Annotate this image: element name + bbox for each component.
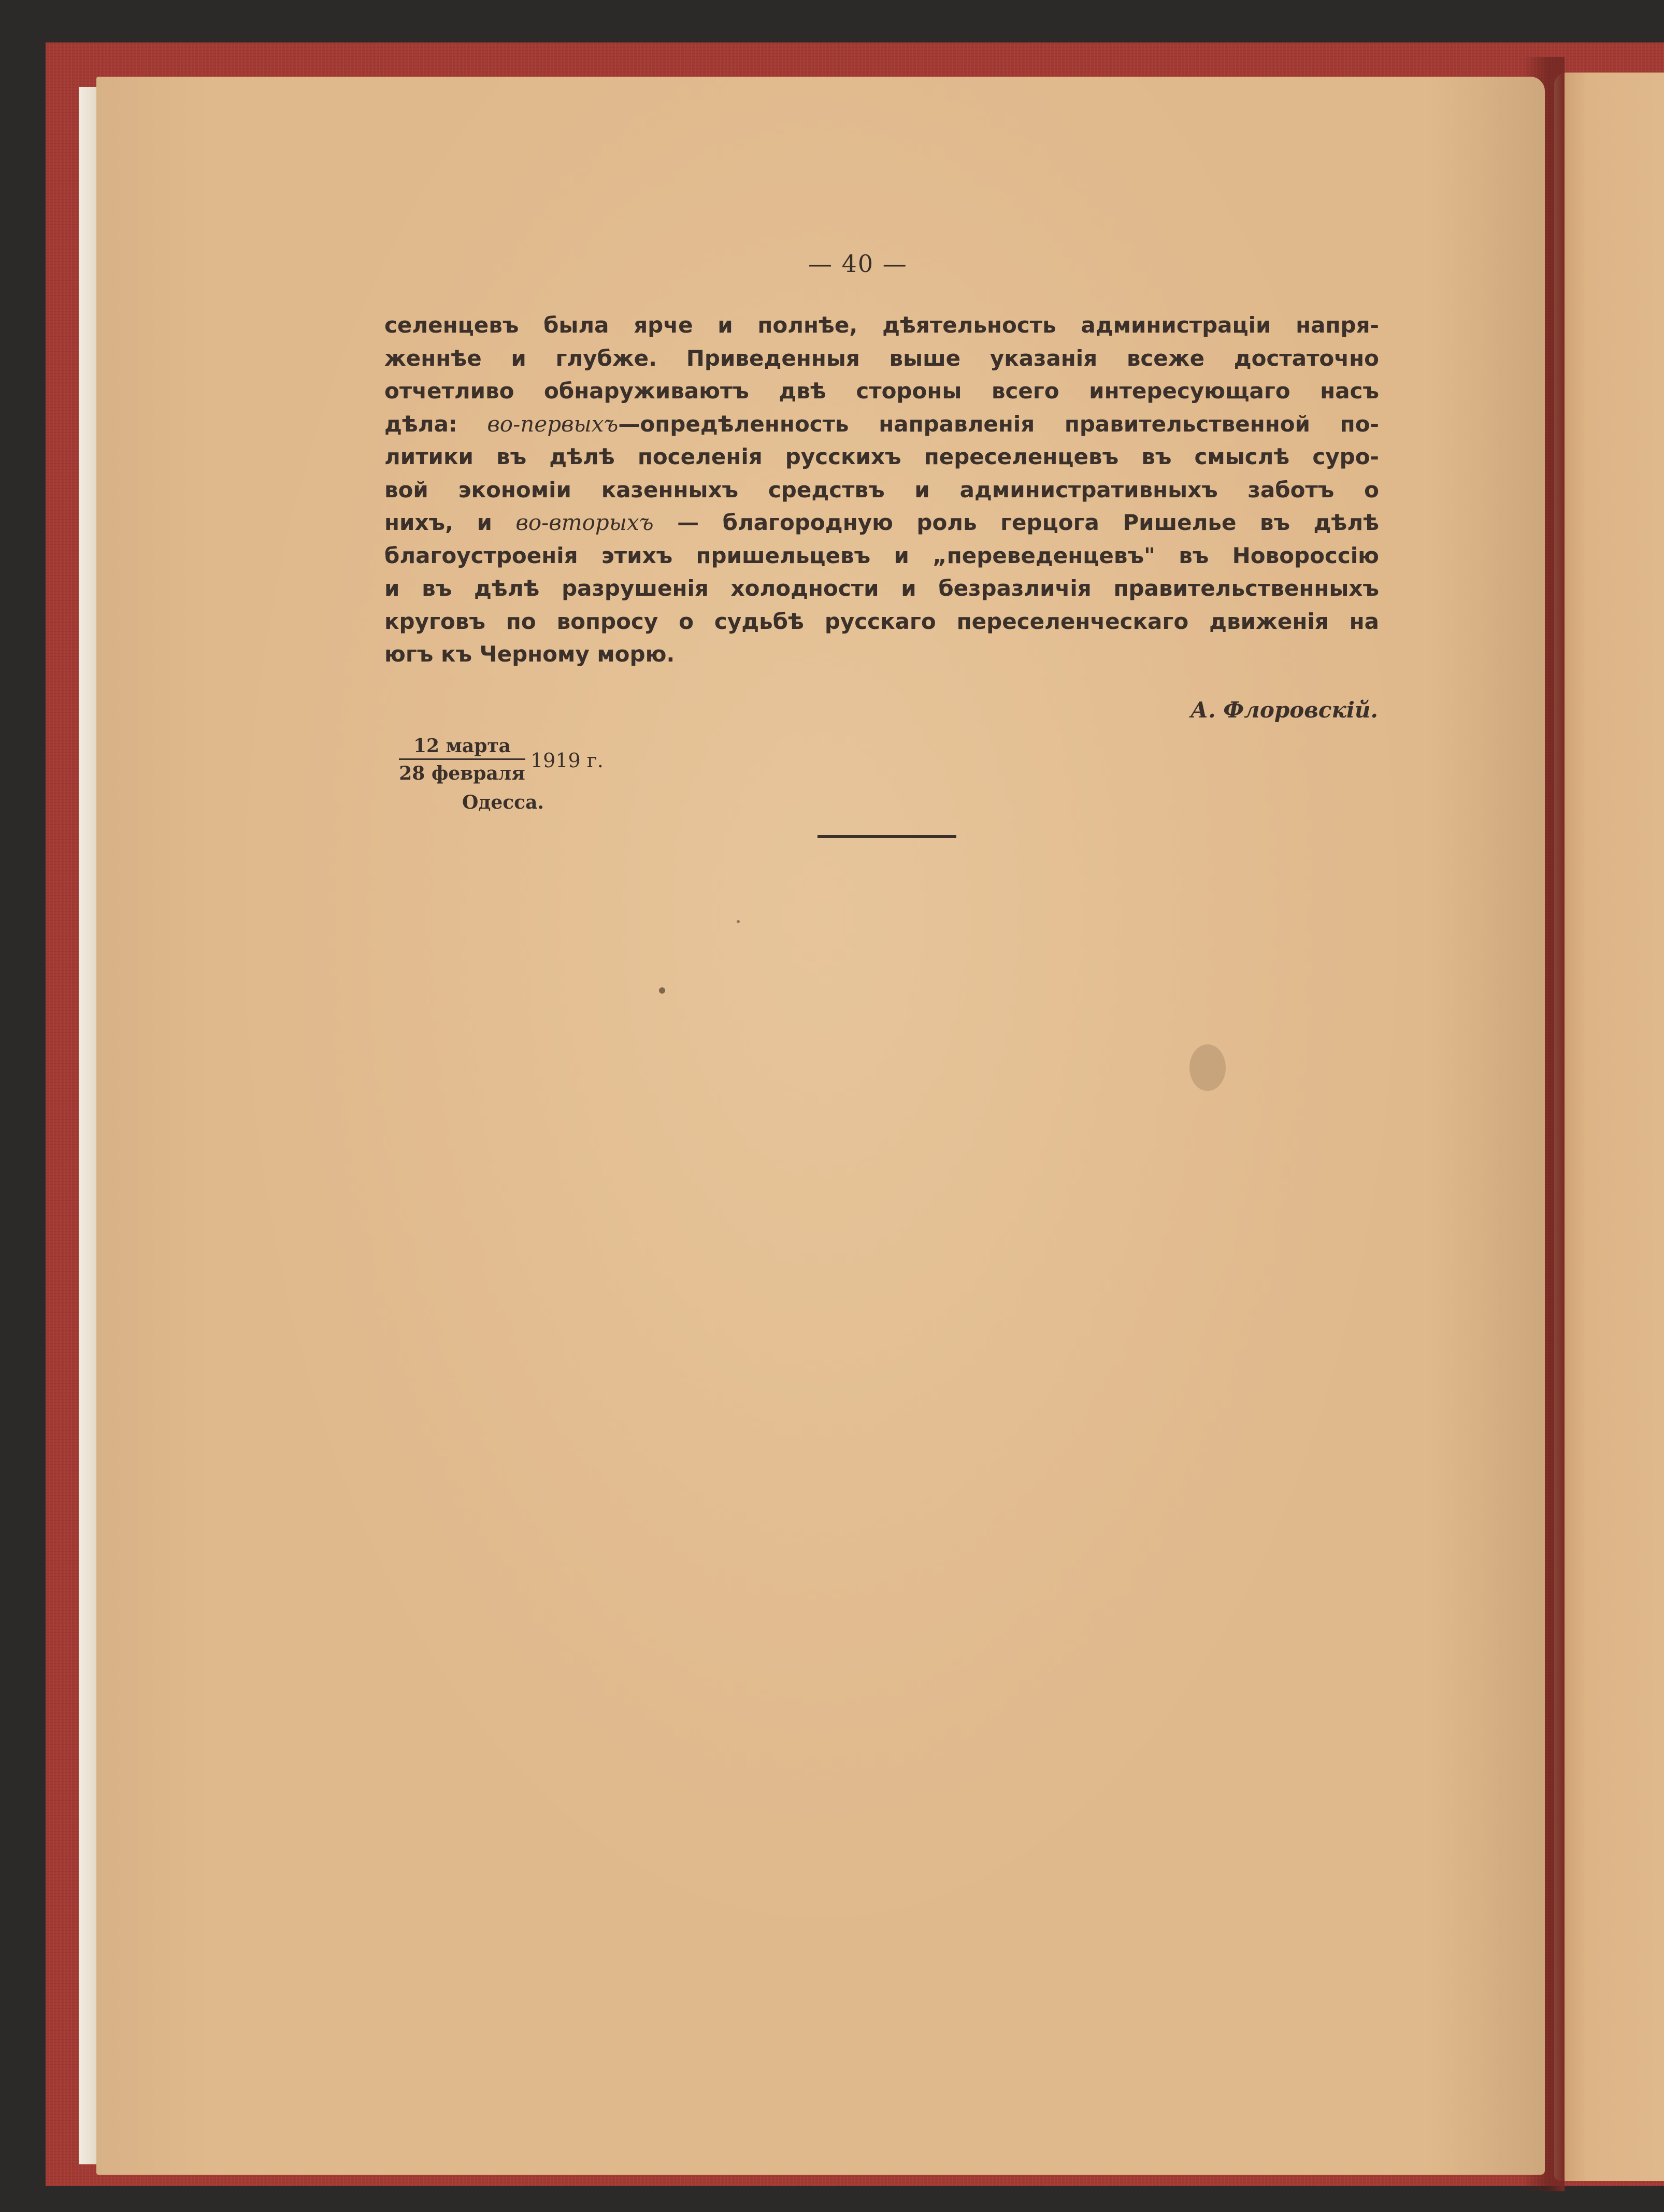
paper-speck	[659, 987, 665, 994]
date-fraction	[399, 735, 525, 785]
end-rule	[817, 835, 956, 838]
text-run: югъ къ Черному морю.	[384, 641, 675, 667]
text-run: литики въ дѣлѣ поселенія русскихъ переселенцевъ въ смыслѣ суро-	[384, 444, 1379, 469]
date-year: 1919 г.	[530, 749, 604, 772]
date-new-style: 12 марта	[413, 735, 511, 757]
text-run: отчетливо обнаруживаютъ двѣ стороны всего интересующаго насъ	[384, 378, 1379, 404]
author-signature: А. Флоровскій.	[1190, 697, 1378, 723]
paper-stain	[1189, 1044, 1226, 1091]
text-run: и въ дѣлѣ разрушенія холодности и безразличія правительственныхъ	[384, 576, 1379, 601]
text-run: селенцевъ была ярче и полнѣе, дѣятельность администраціи напря-	[384, 312, 1379, 338]
right-page	[1554, 73, 1664, 2181]
page-number: — 40 —	[808, 250, 908, 278]
date-old-style: 28 февраля	[399, 763, 525, 784]
text-run: благоустроенія этихъ пришельцевъ и „переведенцевъ" въ Новороссію	[384, 542, 1379, 568]
text-line	[384, 605, 1379, 638]
date-place: Одесса.	[462, 792, 544, 813]
text-line	[384, 408, 1379, 441]
italic-phrase: во-первыхъ	[487, 411, 619, 437]
text-line	[384, 572, 1379, 605]
text-line	[384, 375, 1379, 408]
body-text	[384, 309, 1379, 671]
text-run: —опредѣленность направленія правительственной по-	[618, 411, 1379, 437]
text-line	[384, 309, 1379, 342]
text-run: дѣла:	[384, 411, 487, 437]
text-line	[384, 473, 1379, 507]
text-run: женнѣе и глубже. Приведенныя выше указанія всеже достаточно	[384, 345, 1379, 371]
text-line	[384, 539, 1379, 572]
text-run: нихъ, и	[384, 510, 516, 535]
text-line	[384, 342, 1379, 375]
text-line	[384, 506, 1379, 539]
text-run: круговъ по вопросу о судьбѣ русскаго переселенческаго движенія на	[384, 608, 1379, 634]
text-run: — благородную роль герцога Ришелье въ дѣлѣ	[653, 510, 1379, 535]
text-run: вой экономіи казенныхъ средствъ и административныхъ заботъ о	[384, 477, 1379, 502]
fraction-bar	[399, 758, 525, 760]
text-line	[384, 638, 1379, 671]
italic-phrase: во-вторыхъ	[515, 510, 654, 535]
paper-speck	[737, 920, 740, 923]
text-line	[384, 440, 1379, 473]
